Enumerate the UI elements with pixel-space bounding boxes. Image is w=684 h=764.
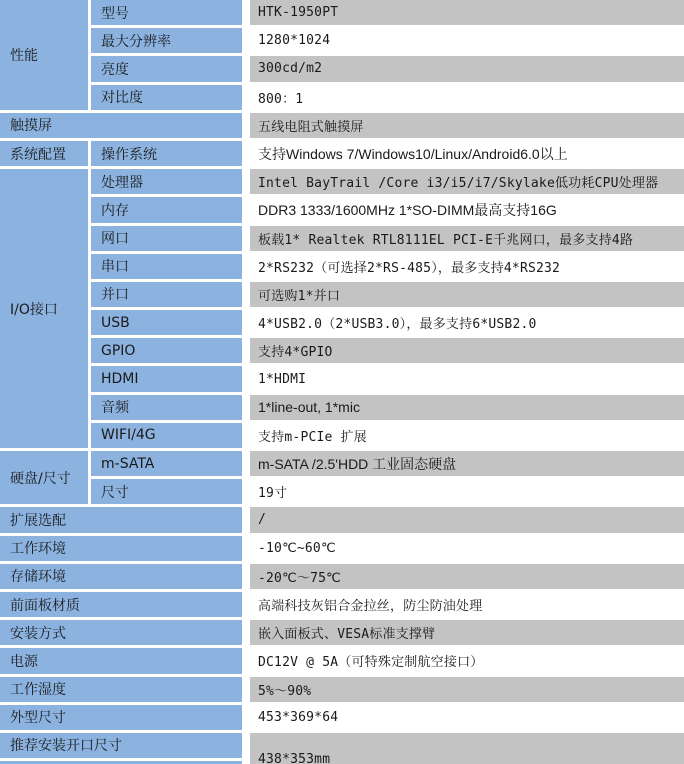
spec-label-cell: GPIO <box>91 338 242 363</box>
category-cell: 外型尺寸 <box>0 705 242 730</box>
category-cell: 存储环境 <box>0 564 242 589</box>
category-cell: I/O接口 <box>0 169 88 448</box>
spec-label-cell: 尺寸 <box>91 479 242 504</box>
spec-label-cell: 型号 <box>91 0 242 25</box>
spec-value-cell: 1*HDMI <box>250 366 684 391</box>
spec-value-cell: 支持4*GPIO <box>250 338 684 363</box>
category-cell: 安装方式 <box>0 620 242 645</box>
spec-label-cell: 最大分辨率 <box>91 28 242 53</box>
spec-value-cell: / <box>250 507 684 532</box>
spec-value-cell: -20℃～75℃ <box>250 564 684 589</box>
spec-value-cell: 嵌入面板式、VESA标准支撑臂 <box>250 620 684 645</box>
spec-value-cell: DDR3 1333/1600MHz 1*SO-DIMM最高支持16G <box>250 197 684 222</box>
spec-label-cell: 操作系统 <box>91 141 242 166</box>
spec-label-cell: 网口 <box>91 226 242 251</box>
spec-label-cell: 音频 <box>91 395 242 420</box>
category-cell: 触摸屏 <box>0 113 242 138</box>
spec-value-cell: 1*line-out, 1*mic <box>250 395 684 420</box>
spec-value-cell: 2*RS232（可选择2*RS-485），最多支持4*RS232 <box>250 254 684 279</box>
spec-value-cell: 板载1* Realtek RTL8111EL PCI-E千兆网口，最多支持4路 <box>250 226 684 251</box>
category-cell: 电源 <box>0 648 242 673</box>
spec-label-cell: 处理器 <box>91 169 242 194</box>
category-cell: 工作环境 <box>0 536 242 561</box>
spec-label-cell: 亮度 <box>91 56 242 81</box>
spec-label-cell: 内存 <box>91 197 242 222</box>
category-cell: 扩展选配 <box>0 507 242 532</box>
spec-label-cell: WIFI/4G <box>91 423 242 448</box>
spec-value-cell: 453*369*64 <box>250 705 684 730</box>
spec-value-cell: -10℃~60℃ <box>250 536 684 561</box>
spec-value-cell: HTK-1950PT <box>250 0 684 25</box>
spec-value-cell: 支持m-PCIe 扩展 <box>250 423 684 448</box>
spec-value-cell: 800：1 <box>250 85 684 110</box>
spec-value-cell: 五线电阻式触摸屏 <box>250 113 684 138</box>
spec-value-cell: 支持Windows 7/Windows10/Linux/Android6.0以上 <box>250 141 684 166</box>
spec-value-cell: 可选购1*并口 <box>250 282 684 307</box>
spec-label-cell: m-SATA <box>91 451 242 476</box>
spec-value-cell: m-SATA /2.5'HDD 工业固态硬盘 <box>250 451 684 476</box>
spec-label-cell: 对比度 <box>91 85 242 110</box>
spec-label-cell: HDMI <box>91 366 242 391</box>
spec-label-cell: 串口 <box>91 254 242 279</box>
category-cell: 系统配置 <box>0 141 88 166</box>
category-cell: 前面板材质 <box>0 592 242 617</box>
spec-value-cell: DC12V @ 5A（可特殊定制航空接口） <box>250 648 684 673</box>
spec-value-cell: 1280*1024 <box>250 28 684 53</box>
spec-label-cell: 并口 <box>91 282 242 307</box>
category-cell: 推荐安装开口尺寸 <box>0 733 242 758</box>
spec-value-cell: 438*353mm <box>250 733 684 764</box>
spec-value-cell: Intel BayTrail /Core i3/i5/i7/Skylake低功耗CPU处理器 <box>250 169 684 194</box>
category-cell: 硬盘/尺寸 <box>0 451 88 504</box>
category-cell: 工作湿度 <box>0 677 242 702</box>
spec-label-cell: USB <box>91 310 242 335</box>
spec-value-cell: 19寸 <box>250 479 684 504</box>
spec-value-cell: 300cd/m2 <box>250 56 684 81</box>
spec-value-cell: 4*USB2.0（2*USB3.0），最多支持6*USB2.0 <box>250 310 684 335</box>
spec-value-cell: 高端科技灰铝合金拉丝，防尘防油处理 <box>250 592 684 617</box>
spec-value-cell: 5%～90% <box>250 677 684 702</box>
category-cell: 性能 <box>0 0 88 110</box>
